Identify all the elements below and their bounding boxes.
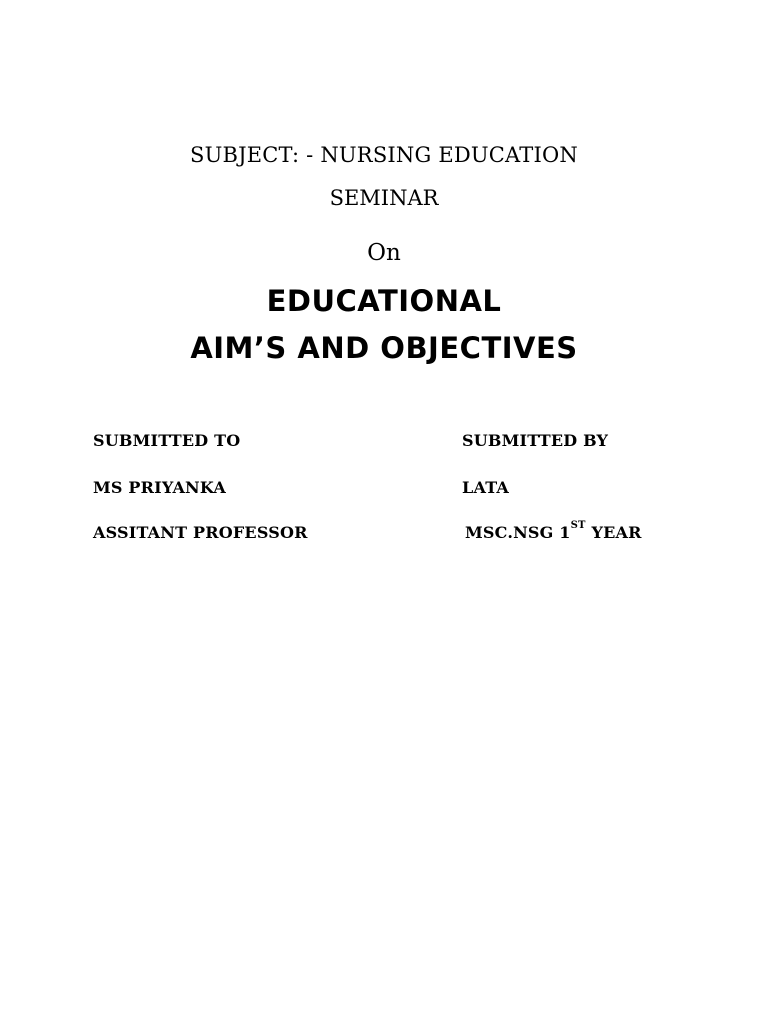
course-prefix: MSC.NSG 1 bbox=[465, 523, 571, 542]
on-label: On bbox=[367, 240, 401, 266]
seminar-label: SEMINAR bbox=[329, 186, 439, 210]
submitted-to-designation: ASSITANT PROFESSOR bbox=[93, 523, 308, 542]
course-superscript: ST bbox=[570, 520, 586, 531]
title-line-2: AIM’S AND OBJECTIVES bbox=[190, 331, 578, 365]
submitted-by-heading: SUBMITTED BY bbox=[462, 431, 609, 450]
submitted-to-name: MS PRIYANKA bbox=[93, 478, 226, 497]
subject-line: SUBJECT: - NURSING EDUCATION bbox=[190, 143, 578, 167]
submitted-by-name: LATA bbox=[462, 478, 510, 497]
course-suffix: YEAR bbox=[585, 523, 642, 542]
submitted-to-heading: SUBMITTED TO bbox=[93, 431, 241, 450]
title-line-1: EDUCATIONAL bbox=[266, 284, 502, 318]
submitted-by-course bbox=[465, 520, 642, 542]
